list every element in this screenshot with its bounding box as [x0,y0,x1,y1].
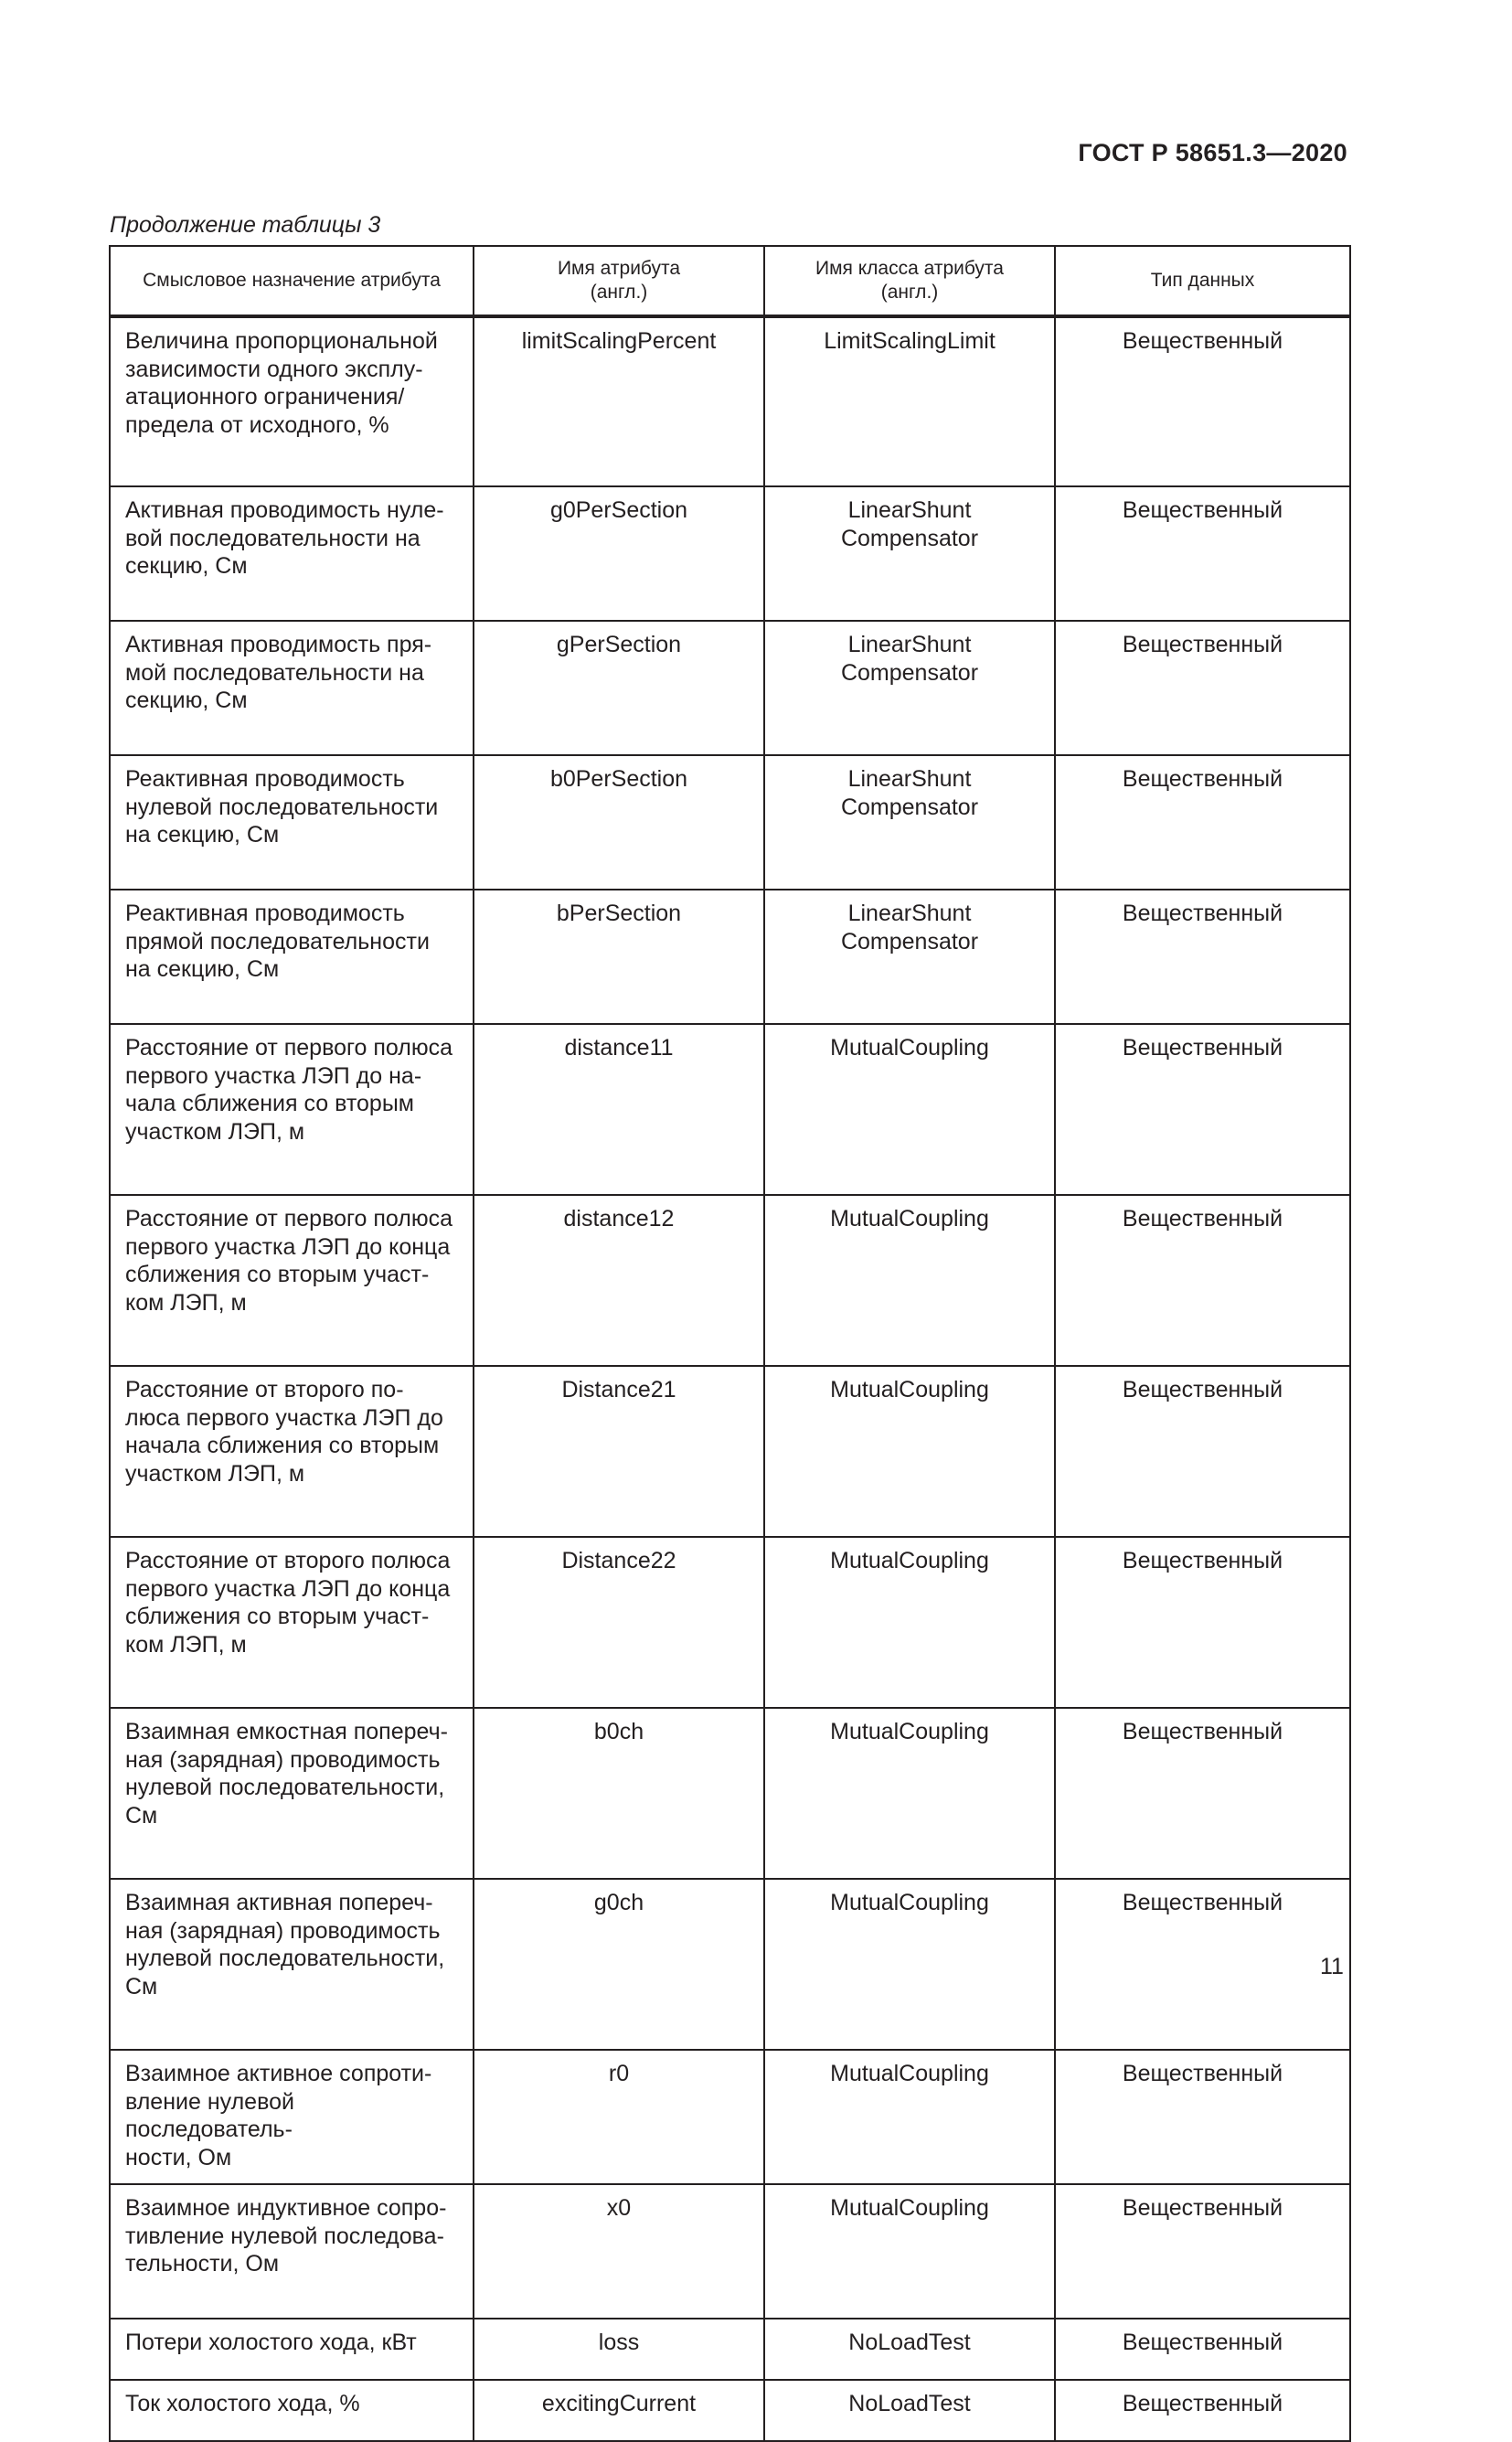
cell-attribute-class: MutualCoupling [764,1879,1055,2050]
table-row [110,755,1350,890]
cell-attribute-meaning: Расстояние от первого полюса первого участка ЛЭП до на- чала сближения со вторым участком ЛЭП, м [110,1024,474,1195]
cell-attribute-class: LinearShunt Compensator [764,890,1055,1024]
table-row [110,2380,1350,2441]
header-attribute-name: Имя атрибута (англ.) [474,246,764,316]
cell-attribute-meaning: Расстояние от второго по- люса первого участка ЛЭП до начала сближения со вторым участком ЛЭП, м [110,1366,474,1537]
cell-attribute-name: limitScalingPercent [474,316,764,486]
cell-attribute-name: Distance22 [474,1537,764,1708]
cell-attribute-class: LinearShunt Compensator [764,621,1055,755]
table-row [110,890,1350,1024]
cell-attribute-meaning: Активная проводимость пря- мой последовательности на секцию, См [110,621,474,755]
cell-data-type: Вещественный [1055,2050,1350,2184]
cell-attribute-meaning: Взаимное активное сопроти- вление нулевой последователь- ности, Ом [110,2050,474,2184]
cell-attribute-class: MutualCoupling [764,1708,1055,1879]
table-row [110,2184,1350,2319]
cell-data-type: Вещественный [1055,1537,1350,1708]
document-standard-id: ГОСТ Р 58651.3—2020 [1078,139,1347,166]
table-row [110,2319,1350,2380]
table-body [110,316,1350,2441]
cell-attribute-meaning: Взаимная емкостная попереч- ная (зарядная) проводимость нулевой последовательности, См [110,1708,474,1879]
cell-attribute-name: g0PerSection [474,486,764,621]
table-row [110,2050,1350,2184]
cell-data-type: Вещественный [1055,2184,1350,2319]
attributes-table [109,245,1351,2442]
header-attribute-meaning: Смысловое назначение атрибута [110,246,474,316]
cell-attribute-meaning: Реактивная проводимость прямой последовательности на секцию, См [110,890,474,1024]
cell-attribute-class: MutualCoupling [764,1537,1055,1708]
cell-attribute-class: MutualCoupling [764,1024,1055,1195]
header-row [110,246,1350,316]
cell-attribute-class: MutualCoupling [764,2050,1055,2184]
cell-attribute-meaning: Активная проводимость нуле- вой последовательности на секцию, См [110,486,474,621]
cell-data-type: Вещественный [1055,1879,1350,2050]
header-data-type: Тип данных [1055,246,1350,316]
cell-attribute-meaning: Расстояние от второго полюса первого участка ЛЭП до конца сближения со вторым участ- ком ЛЭП, м [110,1537,474,1708]
cell-attribute-name: x0 [474,2184,764,2319]
cell-attribute-class: MutualCoupling [764,1195,1055,1366]
table-row [110,1537,1350,1708]
cell-data-type: Вещественный [1055,2319,1350,2380]
table-row [110,1879,1350,2050]
cell-data-type: Вещественный [1055,2380,1350,2441]
table-row [110,1024,1350,1195]
cell-attribute-meaning: Взаимное индуктивное сопро- тивление нулевой последова- тельности, Ом [110,2184,474,2319]
table-row [110,1366,1350,1537]
table-row [110,316,1350,486]
cell-attribute-name: gPerSection [474,621,764,755]
table-header [110,246,1350,316]
cell-data-type: Вещественный [1055,621,1350,755]
cell-attribute-name: loss [474,2319,764,2380]
cell-data-type: Вещественный [1055,1708,1350,1879]
cell-attribute-name: distance11 [474,1024,764,1195]
cell-attribute-class: NoLoadTest [764,2319,1055,2380]
cell-data-type: Вещественный [1055,316,1350,486]
cell-attribute-class: LinearShunt Compensator [764,755,1055,890]
cell-attribute-class: LinearShunt Compensator [764,486,1055,621]
table-row [110,1195,1350,1366]
cell-attribute-meaning: Ток холостого хода, % [110,2380,474,2441]
cell-attribute-name: excitingCurrent [474,2380,764,2441]
cell-attribute-meaning: Величина пропорциональной зависимости одного эксплу- атационного ограничения/ предела от исходного, % [110,316,474,486]
cell-attribute-name: b0ch [474,1708,764,1879]
cell-data-type: Вещественный [1055,1195,1350,1366]
cell-attribute-name: bPerSection [474,890,764,1024]
table-row [110,1708,1350,1879]
cell-attribute-name: distance12 [474,1195,764,1366]
cell-attribute-class: MutualCoupling [764,2184,1055,2319]
cell-data-type: Вещественный [1055,1024,1350,1195]
cell-attribute-meaning: Потери холостого хода, кВт [110,2319,474,2380]
cell-attribute-meaning: Взаимная активная попереч- ная (зарядная) проводимость нулевой последовательности, См [110,1879,474,2050]
table-row [110,486,1350,621]
cell-data-type: Вещественный [1055,1366,1350,1537]
cell-attribute-meaning: Реактивная проводимость нулевой последовательности на секцию, См [110,755,474,890]
cell-attribute-name: Distance21 [474,1366,764,1537]
cell-attribute-class: MutualCoupling [764,1366,1055,1537]
cell-data-type: Вещественный [1055,890,1350,1024]
cell-data-type: Вещественный [1055,755,1350,890]
cell-attribute-name: g0ch [474,1879,764,2050]
cell-attribute-name: r0 [474,2050,764,2184]
table-row [110,621,1350,755]
cell-attribute-name: b0PerSection [474,755,764,890]
page-number: 11 [1320,1954,1344,1979]
header-attribute-class: Имя класса атрибута (англ.) [764,246,1055,316]
cell-data-type: Вещественный [1055,486,1350,621]
cell-attribute-class: LimitScalingLimit [764,316,1055,486]
cell-attribute-class: NoLoadTest [764,2380,1055,2441]
table-caption: Продолжение таблицы 3 [110,212,381,238]
cell-attribute-meaning: Расстояние от первого полюса первого участка ЛЭП до конца сближения со вторым участ- ком ЛЭП, м [110,1195,474,1366]
